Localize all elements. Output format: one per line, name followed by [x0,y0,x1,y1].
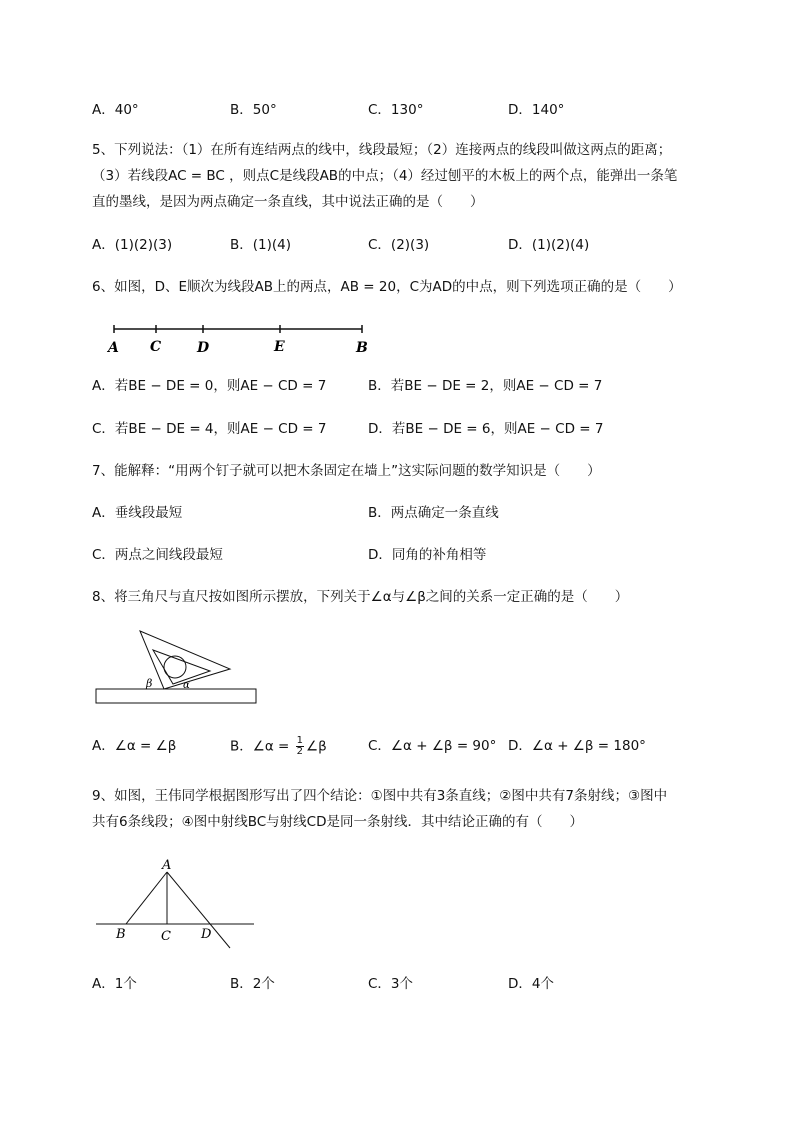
q8-option-a: A．∠α = ∠β [92,738,177,754]
q8-option-b [230,736,327,757]
q4-option-d: D．140° [508,102,565,118]
q5-stem-line-1: 5、下列说法：（1）在所有连结两点的线中，线段最短；（2）连接两点的线段叫做这两点的距离； [92,142,672,158]
q9-lines-figure [94,855,260,947]
q4-option-b: B．50° [230,102,277,118]
q8-triangle-ruler-figure [94,628,260,708]
label-beta: β [146,677,153,690]
q5-stem-line-2: （3）若线段AC = BC ，则点C是线段AB的中点；（4）经过刨平的木板上的两个点，能弹出一条笔 [92,168,678,184]
q9-stem-line-1: 9、如图，王伟同学根据图形写出了四个结论：①图中共有3条直线；②图中共有7条射线；③图中 [92,788,668,804]
q7-option-b: B．两点确定一条直线 [368,505,499,521]
q8-option-b-suffix: ∠β [306,738,327,755]
q8-option-c: C．∠α + ∠β = 90° [368,738,497,754]
q5-stem-line-3: 直的墨线，是因为两点确定一条直线，其中说法正确的是（ ） [92,194,484,210]
q6-option-b: B．若BE − DE = 2，则AE − CD = 7 [368,378,603,394]
label-c: C [150,339,162,355]
fraction-one-half [296,736,304,757]
q7-stem: 7、能解释：“用两个钉子就可以把木条固定在墙上”这实际问题的数学知识是（ ） [92,463,601,479]
q8-stem: 8、将三角尺与直尺按如图所示摆放，下列关于∠α与∠β之间的关系一定正确的是（ ） [92,589,629,605]
q9-option-a: A．1个 [92,976,137,992]
segment-ab [126,872,167,924]
q5-option-c: C．(2)(3) [368,237,430,253]
q9-stem-line-2: 共有6条线段；④图中射线BC与射线CD是同一条射线．其中结论正确的有（ ） [92,814,583,830]
q5-option-b: B．(1)(4) [230,237,292,253]
label-alpha: α [183,680,190,691]
q8-option-d: D．∠α + ∠β = 180° [508,738,646,754]
q6-stem: 6、如图，D、E顺次为线段AB上的两点，AB = 20，C为AD的中点，则下列选项正确的是（ ） [92,279,682,295]
q6-segment-figure [100,318,380,358]
set-square-inner [153,650,210,684]
q5-option-d: D．(1)(2)(4) [508,237,590,253]
q7-option-c: C．两点之间线段最短 [92,547,223,563]
label-a: A [162,858,172,873]
q9-option-c: C．3个 [368,976,414,992]
q4-option-a: A．40° [92,102,139,118]
q9-option-b: B．2个 [230,976,275,992]
q7-option-a: A．垂线段最短 [92,505,183,521]
fraction-numerator: 1 [296,735,304,746]
q6-option-a: A．若BE − DE = 0，则AE − CD = 7 [92,378,327,394]
set-square-hole [164,656,186,678]
q6-option-d: D．若BE − DE = 6，则AE − CD = 7 [368,421,604,437]
label-b: B [116,927,126,942]
q6-option-c: C．若BE − DE = 4，则AE − CD = 7 [92,421,327,437]
label-e: E [274,339,285,355]
q9-option-d: D．4个 [508,976,554,992]
label-c: C [161,929,171,944]
q7-option-d: D．同角的补角相等 [368,547,487,563]
q8-option-b-prefix: B．∠α = [230,738,294,755]
label-d: D [201,927,212,942]
q5-option-a: A．(1)(2)(3) [92,237,173,253]
fraction-denominator: 2 [296,746,304,757]
label-d: D [197,340,210,356]
line-ad [167,872,230,948]
ruler [96,689,256,703]
label-a: A [108,340,119,356]
q4-option-c: C．130° [368,102,424,118]
label-b: B [356,340,368,356]
